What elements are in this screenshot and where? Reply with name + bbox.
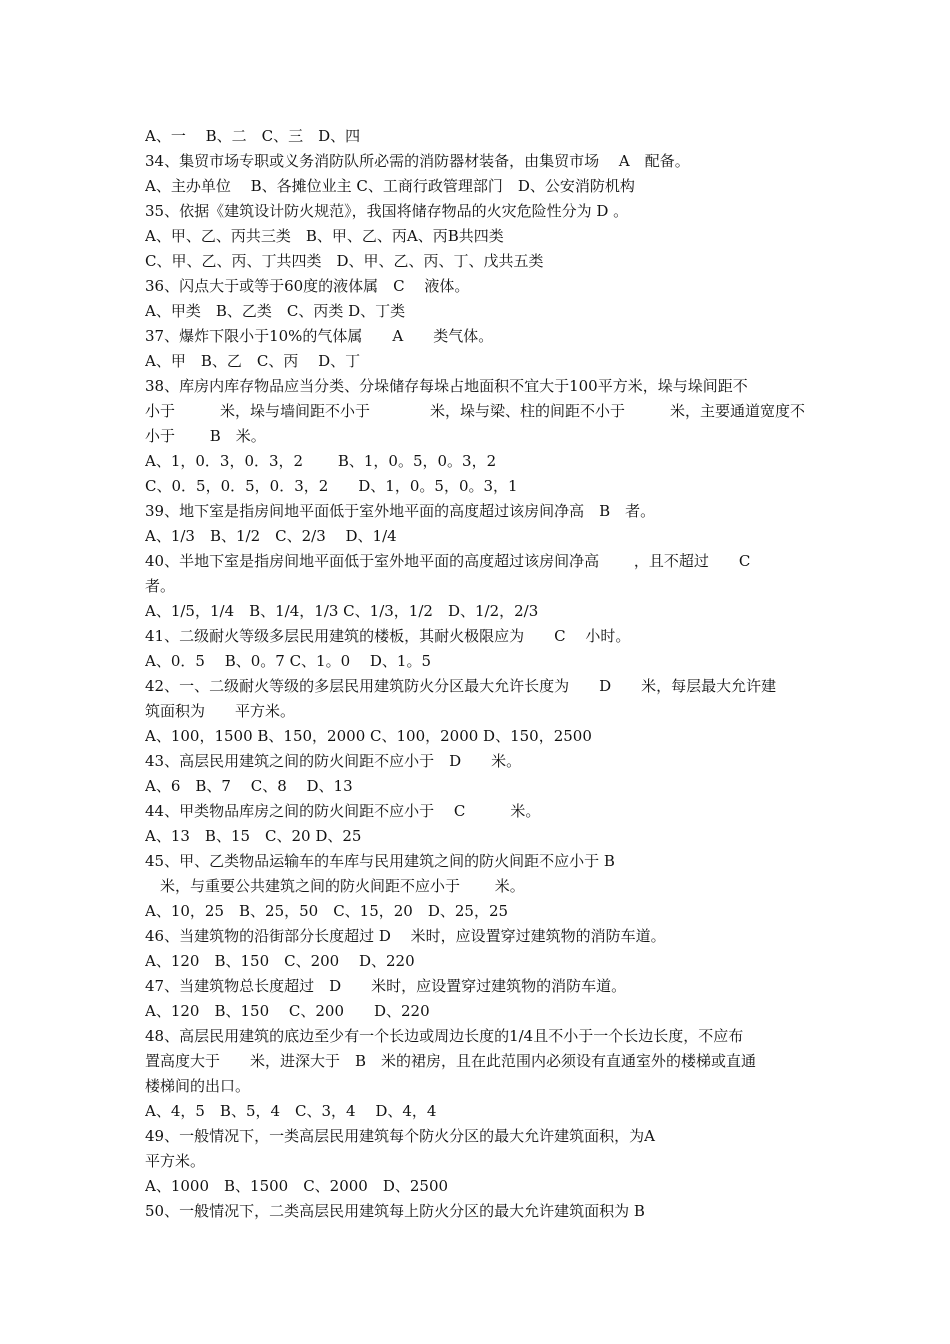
text-line: A、4，5 B、5，4 C、3，4 D、4，4 <box>145 1102 437 1120</box>
text-line: 平方米。 <box>145 1152 206 1170</box>
text-line: A、0．5 B、0。7 C、1。0 D、1。5 <box>145 652 432 670</box>
text-line: A、甲类 B、乙类 C、丙类 D、丁类 <box>145 302 406 320</box>
text-line: 48、高层民用建筑的底边至少有一个长边或周边长度的1/4且不小于一个长边长度，不应布 <box>145 1027 744 1045</box>
text-line: 46、当建筑物的沿街部分长度超过 D 米时，应设置穿过建筑物的消防车道。 <box>145 927 666 945</box>
text-line: 者。 <box>145 577 176 595</box>
text-line: 37、爆炸下限小于10%的气体属 A 类气体。 <box>145 327 494 345</box>
text-line: A、120 B、150 C、200 D、220 <box>145 952 415 970</box>
text-line: 41、二级耐火等级多层民用建筑的楼板，其耐火极限应为 C 小时。 <box>145 627 631 645</box>
text-line: 小于 米，垛与墙间距不小于 米，垛与梁、柱的间距不小于 米，主要通道宽度不 <box>145 402 806 420</box>
text-line: A、主办单位 B、各摊位业主 C、工商行政管理部门 D、公安消防机构 <box>145 177 635 195</box>
text-line: 置高度大于 米，进深大于 B 米的裙房，且在此范围内必须设有直通室外的楼梯或直通 <box>145 1052 757 1070</box>
text-line: 44、甲类物品库房之间的防火间距不应小于 C 米。 <box>145 802 541 820</box>
text-line: 34、集贸市场专职或义务消防队所必需的消防器材装备，由集贸市场 A 配备。 <box>145 152 690 170</box>
text-line: 米，与重要公共建筑之间的防火间距不应小于 米。 <box>145 877 525 895</box>
text-line: C、甲、乙、丙、丁共四类 D、甲、乙、丙、丁、戊共五类 <box>145 252 544 270</box>
text-line: A、13 B、15 C、20 D、25 <box>145 827 362 845</box>
text-line: A、1，0．3，0．3，2 B、1，0。5，0。3，2 <box>145 452 497 470</box>
text-line: A、100，1500 B、150，2000 C、100，2000 D、150，2500 <box>145 727 592 745</box>
text-line: 50、一般情况下，二类高层民用建筑每上防火分区的最大允许建筑面积为 B <box>145 1202 645 1220</box>
text-line: A、1/5，1/4 B、1/4，1/3 C、1/3，1/2 D、1/2，2/3 <box>145 602 539 620</box>
text-line: 筑面积为 平方米。 <box>145 702 296 720</box>
text-line: A、甲 B、乙 C、丙 D、丁 <box>145 352 361 370</box>
text-line: 小于 B 米。 <box>145 427 266 445</box>
text-line: 42、一、二级耐火等级的多层民用建筑防火分区最大允许长度为 D 米，每层最大允许建 <box>145 677 777 695</box>
text-line: A、1000 B、1500 C、2000 D、2500 <box>145 1177 449 1195</box>
text-line: 43、高层民用建筑之间的防火间距不应小于 D 米。 <box>145 752 522 770</box>
text-line: 39、地下室是指房间地平面低于室外地平面的高度超过该房间净高 B 者。 <box>145 502 656 520</box>
text-line: 49、一般情况下，一类高层民用建筑每个防火分区的最大允许建筑面积，为A <box>145 1127 655 1145</box>
text-line: C、0．5，0．5，0．3，2 D、1，0。5，0。3，1 <box>145 477 518 495</box>
text-line: A、甲、乙、丙共三类 B、甲、乙、丙A、丙B共四类 <box>145 227 504 245</box>
text-line: A、一 B、二 C、三 D、四 <box>145 127 361 145</box>
text-line: A、10，25 B、25，50 C、15，20 D、25，25 <box>145 902 509 920</box>
text-line: A、6 B、7 C、8 D、13 <box>145 777 353 795</box>
text-line: A、1/3 B、1/2 C、2/3 D、1/4 <box>145 527 397 545</box>
text-line: 45、甲、乙类物品运输车的车库与民用建筑之间的防火间距不应小于 B <box>145 852 615 870</box>
text-line: 38、库房内库存物品应当分类、分垛储存每垛占地面积不宜大于100平方米，垛与垛间距不 <box>145 377 748 395</box>
text-line: A、120 B、150 C、200 D、220 <box>145 1002 430 1020</box>
text-line: 35、依据《建筑设计防火规范》，我国将储存物品的火灾危险性分为 D 。 <box>145 202 629 220</box>
text-line: 40、半地下室是指房间地平面低于室外地平面的高度超过该房间净高 ，且不超过 C <box>145 552 751 570</box>
text-line: 47、当建筑物总长度超过 D 米时，应设置穿过建筑物的消防车道。 <box>145 977 627 995</box>
document-page <box>145 124 810 1224</box>
text-line: 36、闪点大于或等于60度的液体属 C 液体。 <box>145 277 470 295</box>
text-line: 楼梯间的出口。 <box>145 1077 251 1095</box>
